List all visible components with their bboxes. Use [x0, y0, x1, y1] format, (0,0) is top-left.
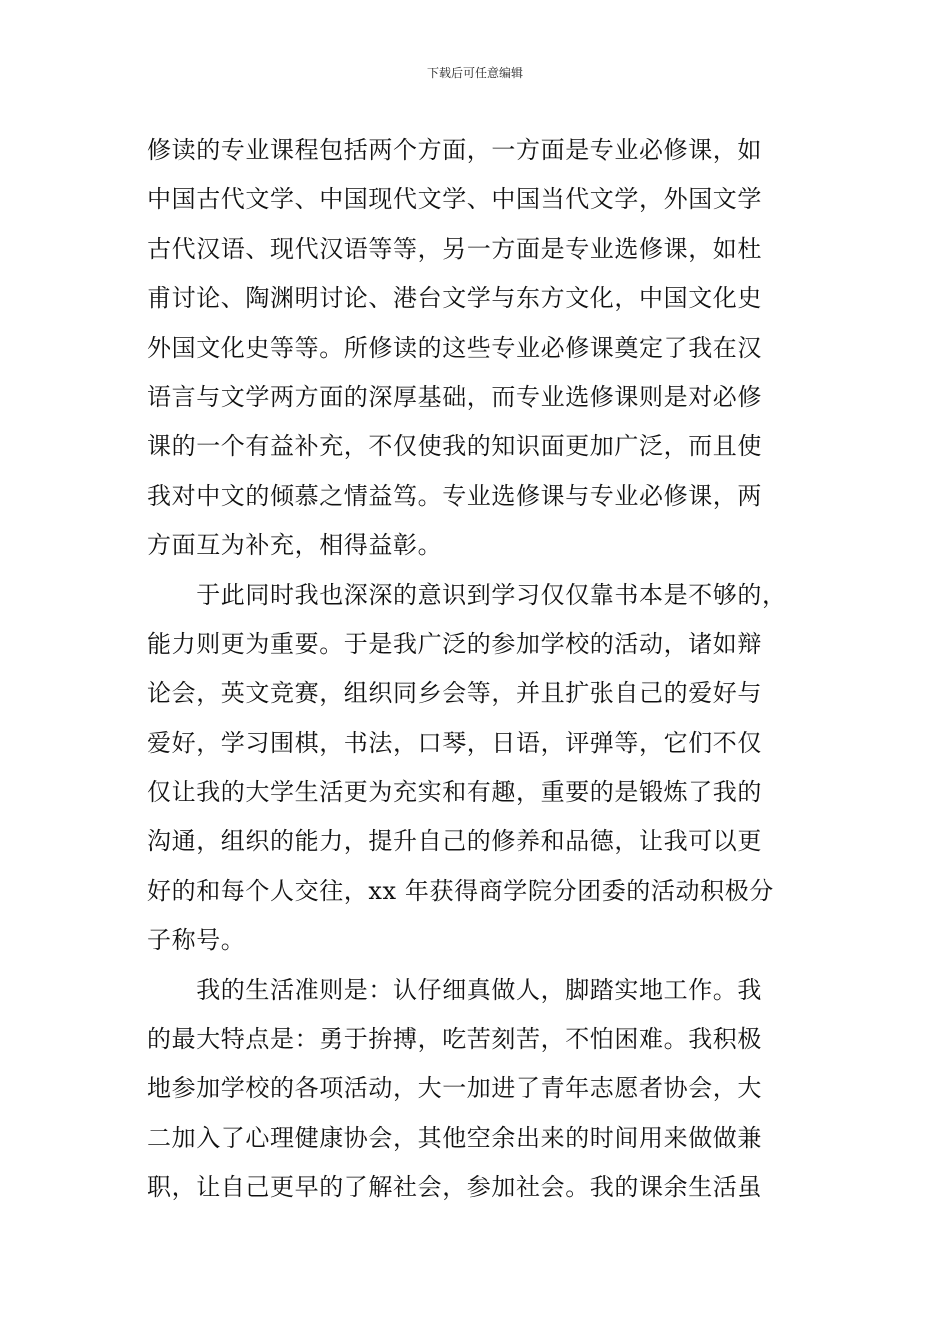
- page-header: 下载后可任意编辑: [426, 66, 523, 80]
- text-line: 沟通，组织的能力，提升自己的修养和品德，让我可以更: [147, 827, 762, 856]
- text-line: 好的和每个人交往，xx 年获得商学院分团委的活动积极分: [147, 876, 774, 905]
- text-line: 修读的专业课程包括两个方面，一方面是专业必修课，如: [147, 136, 762, 164]
- text-line: 课的一个有益补充，不仅使我的知识面更加广泛，而且使: [147, 432, 762, 461]
- document-body: [147, 126, 817, 1213]
- text-line: 论会，英文竞赛，组织同乡会等，并且扩张自己的爱好与: [147, 679, 762, 708]
- text-line: 中国古代文学、中国现代文学、中国当代文学，外国文学: [147, 185, 762, 214]
- text-line: 能力则更为重要。于是我广泛的参加学校的活动，诸如辩: [147, 629, 762, 658]
- text-line: 方面互为补充，相得益彰。: [147, 531, 443, 560]
- text-line: 于此同时我也深深的意识到学习仅仅靠书本是不够的，: [147, 580, 787, 609]
- text-line: 职，让自己更早的了解社会，参加社会。我的课余生活虽: [147, 1173, 762, 1202]
- text-line: 二加入了心理健康协会，其他空余出来的时间用来做做兼: [147, 1123, 762, 1152]
- text-line: 我对中文的倾慕之情益笃。专业选修课与专业必修课，两: [147, 481, 762, 510]
- text-line: 语言与文学两方面的深厚基础，而专业选修课则是对必修: [147, 382, 762, 411]
- text-line: 我的生活准则是：认仔细真做人，脚踏实地工作。我: [147, 975, 762, 1004]
- text-line: 外国文化史等等。所修读的这些专业必修课奠定了我在汉: [147, 333, 762, 362]
- text-line: 地参加学校的各项活动，大一加进了青年志愿者协会，大: [147, 1074, 762, 1103]
- text-line: 甫讨论、陶渊明讨论、港台文学与东方文化，中国文化史: [147, 284, 762, 313]
- text-line: 子称号。: [147, 926, 246, 955]
- text-line: 的最大特点是：勇于拚搏，吃苦刻苦，不怕困难。我积极: [147, 1025, 762, 1054]
- text-line: 古代汉语、现代汉语等等，另一方面是专业选修课，如杜: [147, 234, 762, 263]
- text-line: 仅让我的大学生活更为充实和有趣，重要的是锻炼了我的: [147, 778, 762, 807]
- text-line: 爱好，学习围棋，书法，口琴，日语，评弹等，它们不仅: [147, 728, 762, 757]
